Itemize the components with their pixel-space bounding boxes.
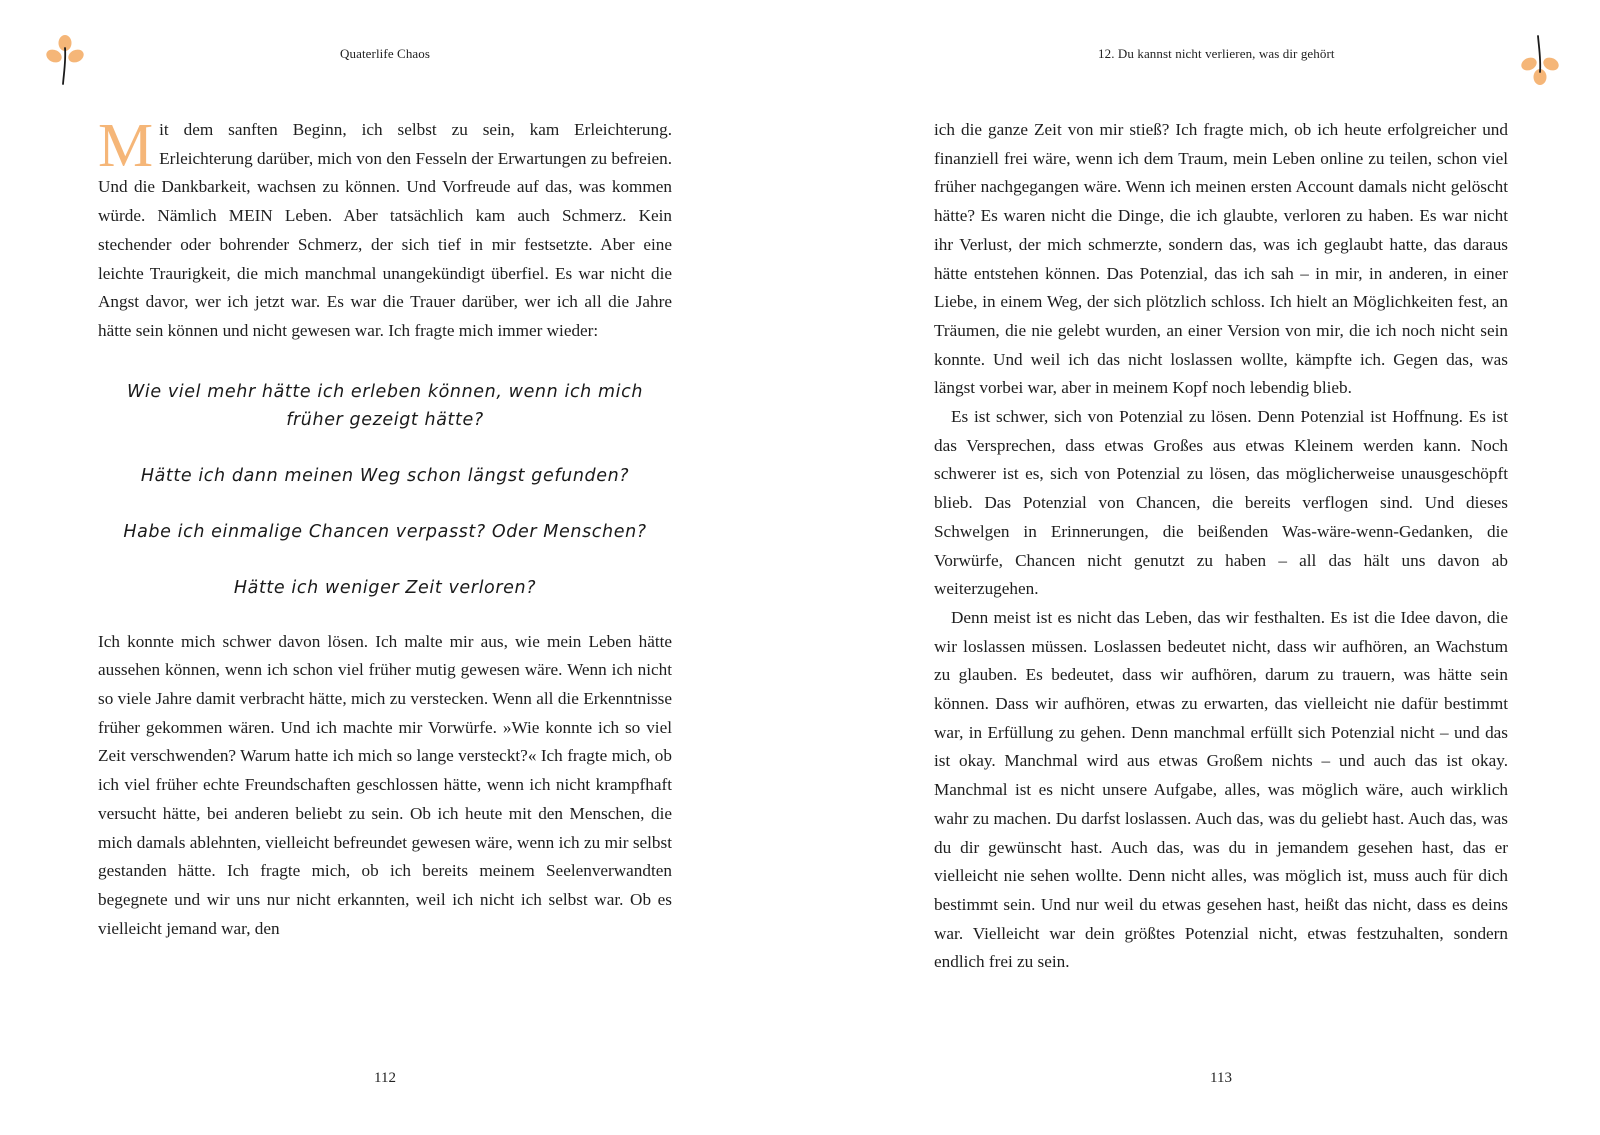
question-3: Habe ich einmalige Chancen verpasst? Oder Menschen? [123, 521, 647, 542]
paragraph-3: Denn meist ist es nicht das Leben, das wir festhalten. Es ist die Idee davon, die wir loslassen müssen. Loslassen bedeutet nicht, dass wir aufhören, an Wachstum zu glauben. Es bedeutet, dass wir aufhören, darum zu trauern, was hätte sein können. Dass wir aufhören, etwas zu erwarten, das vielleicht nie dafür bestimmt war, in Erfüllung zu gehen. Denn manchmal erfüllt sich Potenzial nicht – und das ist okay. Manchmal wird aus etwas Großem nichts – und auch das ist okay. Manchmal ist es nicht unsere Aufgabe, alles, was möglich wäre, auch wirklich wahr zu machen. Du darfst loslassen. Auch das, was du geliebt hast. Auch das, was du dir gewünscht hast. Auch das, was du in jemandem gesehen hast, das er vielleicht nie sehen wollte. Denn nicht alles, was möglich ist, muss auch für dich bestimmt sein. Und nur weil du etwas gesehen hast, heißt das nicht, dass es deins war. Vielleicht war dein größtes Potenzial nicht, etwas festzuhalten, sondern endlich frei zu sein. [934, 607, 1508, 972]
opening-paragraph [98, 112, 672, 346]
page-number: 112 [374, 1070, 396, 1086]
left-body-text [98, 112, 672, 943]
opening-text: it dem sanften Beginn, ich selbst zu sein, kam Erleichterung. Erleichterung darüber, mich von den Fesseln der Erwartungen zu befreien. Und die Dankbarkeit, wachsen zu können. Und Vorfreude auf das, was kommen würde. Nämlich MEIN Leben. Aber tatsächlich kam auch Schmerz. Kein stechender oder bohrender Schmerz, der sich tief in mir festsetzte. Aber eine leichte Traurigkeit, die mich manchmal unangekündigt überfiel. Es war nicht die Angst davor, wer ich jetzt war. Es war die Trauer darüber, wer ich all die Jahre hätte sein können und nicht gewesen war. Ich fragte mich immer wieder: [98, 120, 672, 340]
handwritten-questions [98, 378, 672, 602]
right-body-text [934, 116, 1508, 977]
page-number: 113 [1210, 1070, 1232, 1086]
right-page [800, 0, 1600, 1135]
question-4: Hätte ich weniger Zeit verloren? [233, 577, 537, 598]
question-2: Hätte ich dann meinen Weg schon längst gefunden? [140, 465, 630, 486]
question-1: Wie viel mehr hätte ich erleben können, wenn ich mich früher gezeigt hätte? [126, 381, 644, 430]
running-head: Quaterlife Chaos [340, 46, 431, 61]
leaf-sprig-icon [1520, 34, 1560, 86]
paragraph-2: Es ist schwer, sich von Potenzial zu lösen. Denn Potenzial ist Hoffnung. Es ist das Versprechen, dass etwas Großes aus etwas Kleinem werden kann. Noch schwerer ist es, sich von Potenzial zu lösen, das möglicherweise unausgeschöpft blieb. Das Potenzial von Chancen, die bereits verflogen sind. Und dieses Schwelgen in Erinnerungen, die beißenden Was-wäre-wenn-Gedanken, die Vorwürfe, Chancen nicht genutzt zu haben – all das hält uns davon ab weiterzugehen. [934, 407, 1508, 599]
paragraph-1: ich die ganze Zeit von mir stieß? Ich fragte mich, ob ich heute erfolgreicher und finanziell frei wäre, wenn ich dem Traum, mein Leben online zu teilen, schon viel früher nachgegangen wäre. Wenn ich meinen ersten Account damals nicht gelöscht hätte? Es waren nicht die Dinge, die ich glaubte, verloren zu haben. Es war nicht ihr Verlust, der mich schmerzte, sondern das, was ich geglaubt hatte, das daraus hätte entstehen können. Das Potenzial, das ich sah – in mir, in anderen, in einer Liebe, in einem Weg, der sich plötzlich schloss. Ich hielt an Möglichkeiten fest, an Träumen, die nie gelebt wurden, an einer Version von mir, die ich noch nicht sein konnte. Und weil ich das nicht loslassen wollte, kämpfte ich. Gegen das, was längst vorbei war, aber in meinem Kopf noch lebendig blieb. [934, 120, 1508, 398]
drop-cap: M [98, 112, 154, 180]
running-head: 12. Du kannst nicht verlieren, was dir gehört [1098, 46, 1335, 61]
closing-paragraph: Ich konnte mich schwer davon lösen. Ich malte mir aus, wie mein Leben hätte aussehen können, wenn ich schon viel früher mutig gewesen wäre. Wenn ich nicht so viele Jahre damit verbracht hätte, mich zu verstecken. Wenn all die Erkenntnisse früher gekommen wären. Und ich machte mir Vorwürfe. »Wie konnte ich so viel Zeit verschwenden? Warum hatte ich mich so lange versteckt?« Ich fragte mich, ob ich viel früher echte Freundschaften geschlossen hätte, wenn ich nicht krampfhaft versucht hätte, bei anderen beliebt zu sein. Ob ich heute mit den Menschen, die mich damals ablehnten, vielleicht befreundet gewesen wäre, wenn ich zu mir selbst gestanden hätte. Ich fragte mich, ob ich bereits meinem Seelenverwandten begegnete und wir uns nur nicht erkannten, weil ich nicht ich selbst war. Ob es vielleicht jemand war, den [98, 631, 672, 938]
leaf-sprig-icon [45, 34, 85, 86]
